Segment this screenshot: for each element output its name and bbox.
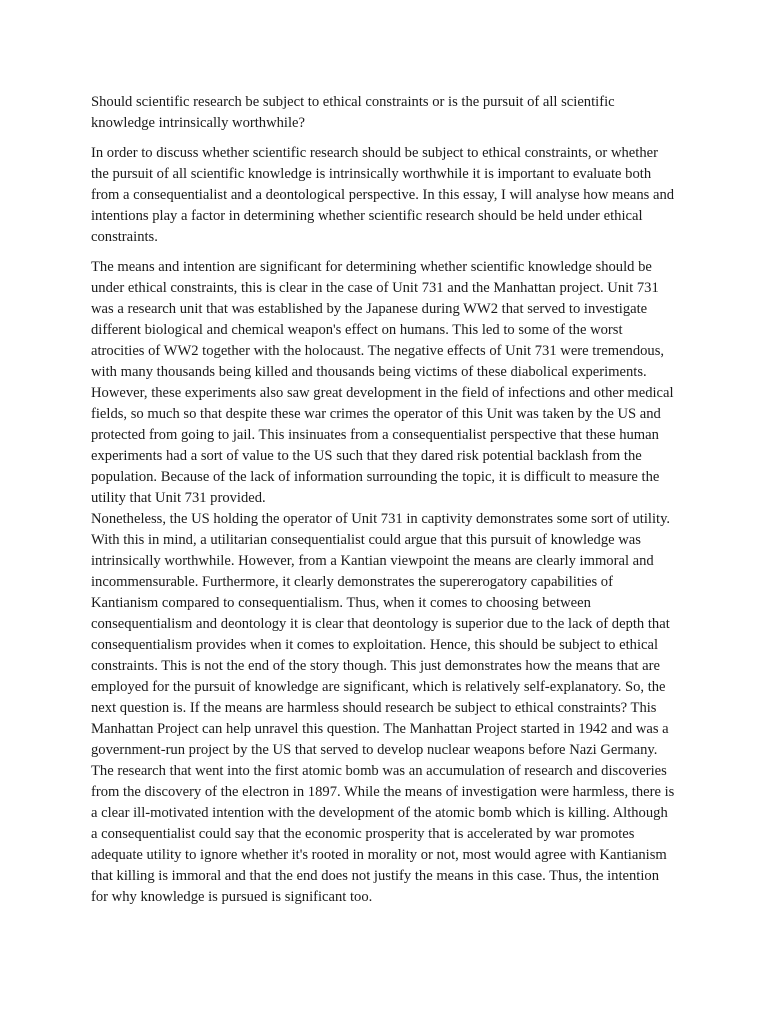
paragraph-introduction: In order to discuss whether scientific research should be subject to ethical constraints, or whether the pursuit of all scientific knowledge is intrinsically worthwhile it is important to evaluate both from a consequentialist and a deontological perspective. In this essay, I will analyse how means and intentions play a factor in determining whether scientific research should be held under ethical constraints. [91, 145, 675, 245]
paragraph-manhattan-project: Nonetheless, the US holding the operator of Unit 731 in captivity demonstrates some sort of utility. With this in mind, a utilitarian consequentialist could argue that this pursuit of knowledge was intrinsically worthwhile. However, from a Kantian viewpoint the means are clearly immoral and incommensurable. Furthermore, it clearly demonstrates the supererogatory capabilities of Kantianism compared to consequentialism. Thus, when it comes to choosing between consequentialism and deontology it is clear that deontology is superior due to the lack of depth that consequentialism provides when it comes to exploitation. Hence, this should be subject to ethical constraints. This is not the end of the story though. This just demonstrates how the means that are employed for the pursuit of knowledge are significant, which is relatively self-explanatory. So, the next question is. If the means are harmless should research be subject to ethical constraints? This Manhattan Project can help unravel this question. The Manhattan Project started in 1942 and was a government-run project by the US that served to develop nuclear weapons before Nazi Germany. The research that went into the first atomic bomb was an accumulation of research and discoveries from the discovery of the electron in 1897. While the means of investigation were harmless, there is a clear ill-motivated intention with the development of the atomic bomb which is killing. Although a consequentialist could say that the economic prosperity that is accelerated by war promotes adequate utility to ignore whether it's rooted in morality or not, most would agree with Kantianism that killing is immoral and that the end does not justify the means in this case. Thus, the intention for why knowledge is pursued is significant too. [91, 511, 675, 905]
paragraph-unit-731: The means and intention are significant for determining whether scientific knowledge should be under ethical constraints, this is clear in the case of Unit 731 and the Manhattan project. Unit 731 was a research unit that was established by the Japanese during WW2 that served to investigate different biological and chemical weapon's effect on humans. This led to some of the worst atrocities of WW2 together with the holocaust. The negative effects of Unit 731 were tremendous, with many thousands being killed and thousands being victims of these diabolical experiments. However, these experiments also saw great development in the field of infections and other medical fields, so much so that despite these war crimes the operator of this Unit was taken by the US and protected from going to jail. This insinuates from a consequentialist perspective that these human experiments had a sort of value to the US such that they dared risk potential backlash from the population. Because of the lack of information surrounding the topic, it is difficult to measure the utility that Unit 731 provided. [91, 259, 674, 506]
document-page [91, 92, 677, 908]
essay-question: Should scientific research be subject to ethical constraints or is the pursuit of all scientific knowledge intrinsically worthwhile? [91, 94, 615, 131]
